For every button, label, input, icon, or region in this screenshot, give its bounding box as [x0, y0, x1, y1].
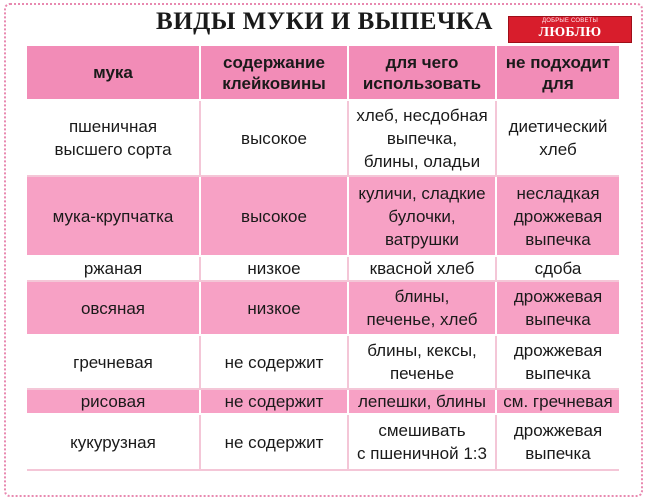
cell-gluten: не содержит [201, 390, 349, 415]
cell-flour: ржаная [27, 257, 201, 282]
cell-usage: блины, печенье, хлеб [349, 282, 497, 336]
cell-usage: квасной хлеб [349, 257, 497, 282]
logo-big-text: ЛЮБЛЮ [538, 25, 602, 40]
brand-logo [508, 16, 632, 43]
page-title: ВИДЫ МУКИ И ВЫПЕЧКА [156, 8, 493, 35]
table-row [27, 101, 619, 177]
cell-not-suitable: дрожжевая выпечка [497, 415, 619, 471]
cell-not-suitable: сдоба [497, 257, 619, 282]
cell-flour: гречневая [27, 336, 201, 390]
cell-usage: блины, кексы, печенье [349, 336, 497, 390]
header-usage: для чего использовать [349, 46, 497, 101]
table-row [27, 257, 619, 282]
cell-usage: лепешки, блины [349, 390, 497, 415]
cell-flour: пшеничная высшего сорта [27, 101, 201, 177]
cell-not-suitable: дрожжевая выпечка [497, 336, 619, 390]
logo-small-text: ДОБРЫЕ СОВЕТЫ [541, 18, 599, 24]
cell-not-suitable: см. гречневая [497, 390, 619, 415]
flour-table [27, 46, 619, 471]
cell-gluten: не содержит [201, 336, 349, 390]
cell-not-suitable: дрожжевая выпечка [497, 282, 619, 336]
cell-usage: хлеб, несдобная выпечка, блины, оладьи [349, 101, 497, 177]
cell-gluten: высокое [201, 101, 349, 177]
cell-usage: смешивать с пшеничной 1:3 [349, 415, 497, 471]
cell-gluten: низкое [201, 282, 349, 336]
cell-gluten: не содержит [201, 415, 349, 471]
cell-flour: кукурузная [27, 415, 201, 471]
cell-not-suitable: диетический хлеб [497, 101, 619, 177]
cell-flour: мука-крупчатка [27, 177, 201, 257]
cell-usage: куличи, сладкие булочки, ватрушки [349, 177, 497, 257]
cell-gluten: высокое [201, 177, 349, 257]
table-header-row [27, 46, 619, 101]
header-not-suitable: не подходит для [497, 46, 619, 101]
table-row [27, 177, 619, 257]
cell-not-suitable: несладкая дрожжевая выпечка [497, 177, 619, 257]
table-row [27, 415, 619, 471]
table-row [27, 390, 619, 415]
header-gluten: содержание клейковины [201, 46, 349, 101]
cell-flour: овсяная [27, 282, 201, 336]
cell-flour: рисовая [27, 390, 201, 415]
cell-gluten: низкое [201, 257, 349, 282]
header-flour: мука [27, 46, 201, 101]
table-row [27, 336, 619, 390]
table-row [27, 282, 619, 336]
